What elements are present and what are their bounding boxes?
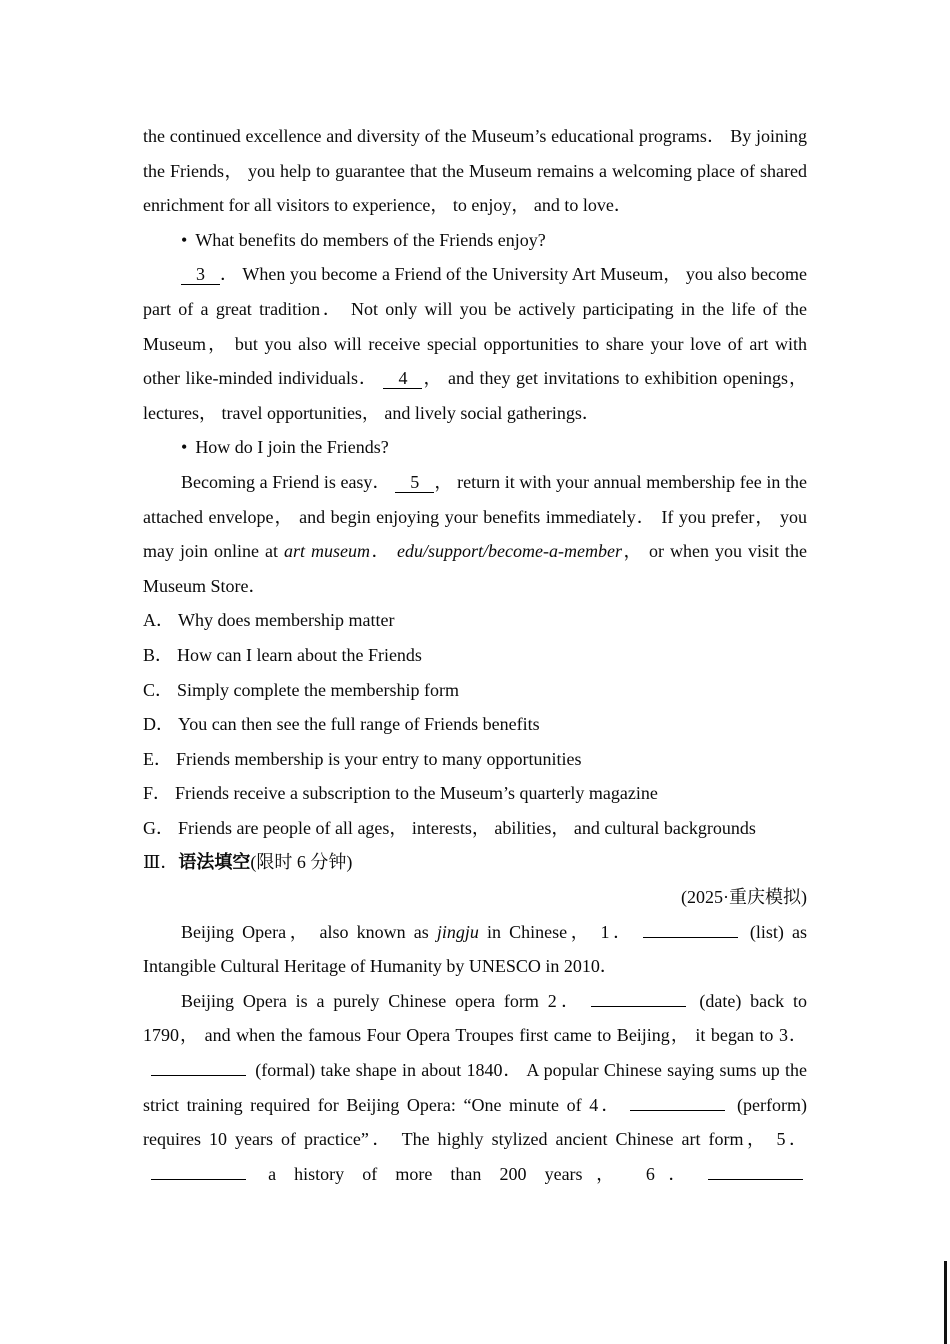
body-text: ． When you become a Friend of the University Art Museum， you also become part of a great tradition． Not only will you be actively participating in the life of the Museum， but you also will receive special opportunities to share your love of art with other like-minded individuals． — [143, 264, 807, 389]
option-label: B． — [143, 644, 174, 665]
section-number: Ⅲ． — [143, 852, 179, 873]
option-label: G． — [143, 817, 174, 838]
body-text: in Chinese， 1． — [478, 921, 635, 942]
section-time-limit: (限时 6 分钟) — [250, 852, 353, 873]
source-text: (2025·重庆模拟) — [681, 887, 807, 908]
body-text: ， or when you visit the Museum Store． — [143, 541, 808, 596]
section-heading — [143, 845, 807, 880]
option-text: Simply complete the membership form — [177, 679, 459, 700]
cloze-paragraph-1 — [143, 915, 807, 984]
blank-2 — [591, 1004, 686, 1007]
blank-1 — [643, 935, 738, 938]
body-text: a history of more than 200 years， 6． — [250, 1163, 700, 1184]
body-text: (formal) take shape in about 1840． A popular Chinese saying sums up the strict training required for Beijing Opera: “One minute of 4． — [143, 1060, 807, 1115]
body-text: ． — [370, 541, 398, 562]
question-text: How do I join the Friends? — [195, 437, 389, 458]
blank-5-cloze — [151, 1177, 246, 1180]
option-text: Friends are people of all ages， interests， abilities， and cultural backgrounds — [178, 817, 756, 838]
option-text: Friends membership is your entry to many opportunities — [176, 748, 582, 769]
italic-url-part2: edu/support/become-a-member — [397, 541, 622, 562]
italic-url-part1: art museum — [284, 541, 371, 562]
body-text: (perform) requires 10 years of practice”． The highly stylized ancient Chinese art form， 5． — [143, 1094, 807, 1150]
blank-3: 3 — [181, 264, 220, 285]
blank-4: 4 — [383, 368, 422, 389]
question-text: What benefits do members of the Friends enjoy? — [195, 229, 546, 250]
blank-3-cloze — [151, 1073, 246, 1076]
option-label: E． — [143, 748, 172, 769]
body-text: (list) as Intangible Cultural Heritage of Humanity by UNESCO in 2010． — [143, 921, 807, 977]
body-text: Beijing Opera is a purely Chinese opera form 2． — [181, 990, 584, 1011]
option-a — [143, 603, 807, 638]
option-g — [143, 811, 807, 846]
exam-source — [143, 880, 807, 915]
bullet-icon: • — [181, 437, 188, 458]
option-text: How can I learn about the Friends — [177, 644, 422, 665]
body-text: ， return it with your annual membership fee in the attached envelope， and begin enjoying your benefits immediately． If you prefer， you may join online at — [143, 471, 807, 562]
paragraph-join — [143, 465, 807, 603]
scan-edge-artifact — [944, 1261, 947, 1344]
option-f — [143, 776, 807, 811]
body-text: the continued excellence and diversity of the Museum’s educational programs． By joining the Friends， you help to guarantee that the Museum remains a welcoming place of shared enrichment for all visitors to experience， to enjoy， and to love． — [143, 126, 807, 216]
document-content — [143, 119, 807, 1191]
blank-5: 5 — [395, 472, 434, 493]
paragraph-intro — [143, 119, 807, 223]
option-e — [143, 742, 807, 777]
blank-4-cloze — [630, 1108, 725, 1111]
option-text: Why does membership matter — [178, 610, 395, 631]
body-text: Beijing Opera， also known as — [181, 921, 437, 942]
italic-term: jingju — [436, 921, 479, 942]
body-text: (date) back to 1790， and when the famous Four Opera Troupes first came to Beijing， it began to 3． — [143, 990, 808, 1046]
option-label: C． — [143, 679, 174, 700]
bullet-question-join — [143, 430, 807, 465]
option-label: D． — [143, 714, 174, 735]
blank-6 — [708, 1177, 803, 1180]
option-text: You can then see the full range of Friends benefits — [178, 714, 540, 735]
option-b — [143, 638, 807, 673]
option-d — [143, 707, 807, 742]
option-c — [143, 673, 807, 708]
option-text: Friends receive a subscription to the Museum’s quarterly magazine — [175, 783, 658, 804]
section-title: 语法填空 — [178, 852, 251, 873]
body-text: Becoming a Friend is easy． — [181, 471, 396, 492]
paragraph-benefits — [143, 257, 807, 430]
option-label: F． — [143, 783, 172, 804]
cloze-paragraph-2 — [143, 984, 807, 1192]
body-text: ， and they get invitations to exhibition openings， lectures， travel opportunities， and lively social gatherings． — [143, 368, 807, 423]
option-label: A． — [143, 610, 174, 631]
bullet-question-benefits — [143, 223, 807, 258]
bullet-icon: • — [181, 229, 188, 250]
